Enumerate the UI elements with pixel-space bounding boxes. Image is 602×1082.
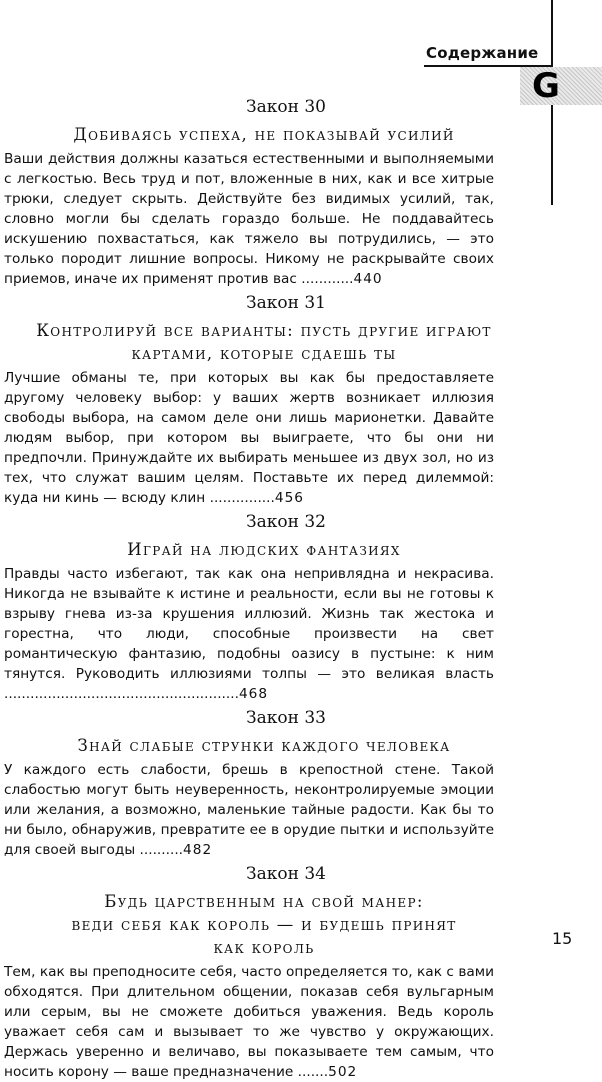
law-title-line: картами, которые сдаешь ты — [131, 344, 397, 363]
law-page-number: 440 — [353, 271, 383, 287]
law-entry-30 — [0, 97, 602, 289]
law-entry-33 — [0, 708, 602, 860]
leader-dots: ...................................................... — [4, 686, 239, 702]
law-summary — [4, 149, 494, 289]
law-number: Закон 31 — [246, 293, 326, 313]
leader-dots: ............ — [301, 271, 354, 287]
law-page-number: 456 — [274, 490, 304, 506]
law-summary-text: Ваши действия должны казаться естественными и выполняемыми с легкостью. Весь труд и пот, вложенные в них, как и все хитрые трюки, следует скрыть. Действуйте без видимых усилий, так, словно могли бы сделать гораздо больше. Не поддавайтесь искушению похвастаться, как тяжело вы потрудились, — это только породит лишние вопросы. Никому не раскрывайте своих приемов, иначе их применят против вас — [4, 151, 494, 287]
law-page-number: 468 — [238, 686, 269, 702]
law-title-line: Играй на людских фантазиях — [127, 540, 401, 559]
law-title — [4, 734, 524, 757]
running-header-section: Содержание — [426, 44, 539, 62]
law-summary-text: Лучшие обманы те, при которых вы как бы предоставляете другому человеку выбор: у ваших жертв возникает иллюзия свободы выбора, на самом деле они лишь марионетки. Давайте людям выбор, при котором вы выиграете, что бы они ни предпочли. Принуждайте их выбирать меньшее из двух зол, но из тех, что служат вашим целям. Поставьте их перед дилеммой: куда ни кинь — всюду клин — [4, 370, 494, 506]
law-title-line: Будь царственным на свой манер: — [104, 892, 424, 911]
law-title — [4, 319, 524, 365]
leader-dots: .......... — [139, 842, 184, 858]
law-title-line: Знай слабые струнки каждого человека — [77, 736, 451, 755]
law-summary-text: Правды часто избегают, так как она непривлядна и некрасива. Никогда не взывайте к истине и реальности, если вы не готовы к взрыву гнева из-за крушения иллюзий. Жизнь так жестока и горестна, что люди, способные произвести на свет романтическую фантазию, подобны оазису в пустыне: к ним тянутся. Руководить иллюзиями толпы — это великая власть — [4, 566, 494, 682]
thumb-index-letter: G — [532, 66, 560, 106]
law-title — [4, 890, 524, 959]
law-title-line: веди себя как король — и будешь принят — [71, 915, 457, 934]
law-summary — [4, 564, 494, 704]
table-of-contents — [0, 97, 602, 1082]
law-summary-text: Тем, как вы преподносите себя, часто определяется то, как с вами обходятся. При длительном общении, показав себя вульгарным или серым, вы не сможете добиться уважения. Ведь король уважает себя сам и вызывает то же чувство у окружающих. Держась уверенно и величаво, вы показываете тем самым, что носить корону — ваше предназначение — [4, 964, 494, 1080]
law-title-line: как король — [213, 938, 315, 957]
law-number: Закон 32 — [246, 512, 326, 532]
law-number: Закон 34 — [246, 864, 326, 884]
law-entry-31 — [0, 293, 602, 508]
law-page-number: 502 — [328, 1064, 358, 1080]
leader-dots: ....... — [297, 1064, 329, 1080]
law-summary — [4, 962, 494, 1082]
law-title-line: Контролируй все варианты: пусть другие играют — [36, 321, 492, 340]
law-summary-text: У каждого есть слабости, брешь в крепостной стене. Такой слабостью могут быть неуверенность, неконтролируемые эмоции или желания, а возможно, маленькие тайные радости. Как бы то ни было, обнаружив, превратите ее в орудие пытки и используйте для своей выгоды — [4, 762, 494, 858]
law-number: Закон 33 — [246, 708, 326, 728]
page-number: 15 — [552, 929, 573, 948]
law-entry-32 — [0, 512, 602, 704]
law-page-number: 482 — [183, 842, 213, 858]
leader-dots: ............... — [209, 490, 275, 506]
law-title-line: Добиваясь успеха, не показывай усилий — [73, 125, 455, 144]
law-title — [4, 123, 524, 146]
law-title — [4, 538, 524, 561]
law-summary — [4, 760, 494, 860]
law-summary — [4, 368, 494, 508]
law-entry-34 — [0, 864, 602, 1082]
law-number: Закон 30 — [246, 97, 326, 117]
